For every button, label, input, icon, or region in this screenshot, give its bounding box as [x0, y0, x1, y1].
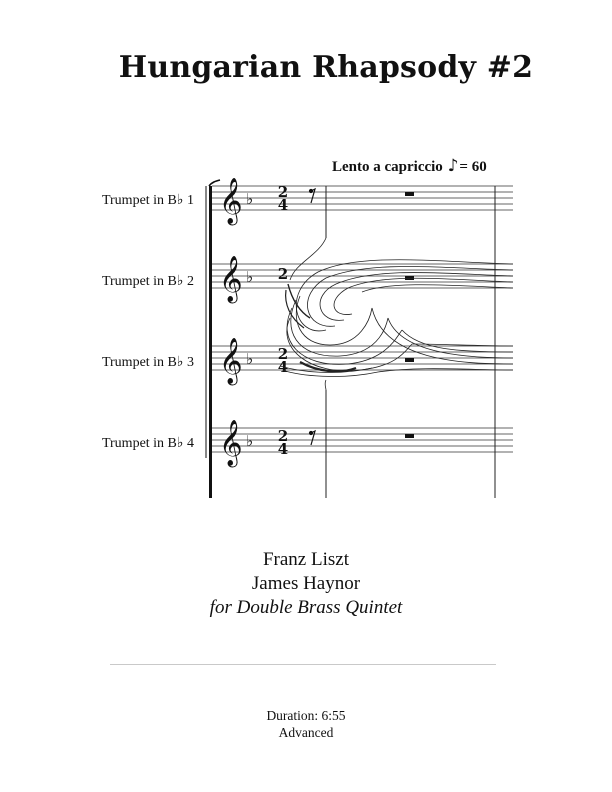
composer: Franz Liszt — [262, 549, 349, 570]
staff-2 — [212, 264, 513, 288]
eighth-rest-icon — [310, 189, 316, 445]
time-sig-numerator: 2 — [277, 265, 289, 283]
difficulty-level: Advanced — [278, 725, 334, 740]
tempo-text: Lento a capriccio — [332, 159, 443, 175]
piece-info — [0, 707, 612, 741]
treble-clef-icon: 𝄞 — [219, 338, 243, 384]
system-bracket — [206, 180, 220, 498]
treble-clef-icon: 𝄞 — [219, 256, 243, 302]
swirl-distortion — [277, 238, 513, 390]
arranger: James Haynor — [251, 573, 361, 594]
divider — [110, 664, 496, 665]
staff-4 — [212, 428, 513, 452]
tempo-value: = 60 — [459, 159, 487, 175]
staff-label-3: Trumpet in B♭ 3 — [101, 355, 194, 370]
staff-label-1: Trumpet in B♭ 1 — [101, 193, 194, 208]
duration: Duration: 6:55 — [266, 708, 346, 723]
flat-icon: ♭ — [246, 190, 254, 208]
subtitle: for Double Brass Quintet — [209, 597, 403, 618]
flat-icon: ♭ — [246, 350, 254, 368]
time-sig-denominator: 4 — [277, 440, 289, 458]
staff-3 — [212, 346, 513, 370]
eighth-note-icon: ♪ — [447, 156, 459, 176]
whole-rest-icon — [405, 192, 414, 438]
treble-clef-icon: 𝄞 — [219, 420, 243, 466]
staff-label-4: Trumpet in B♭ 4 — [101, 436, 194, 451]
page-title: Hungarian Rhapsody #2 — [118, 50, 534, 85]
time-sig-denominator: 4 — [277, 196, 289, 214]
time-sig-denominator: 4 — [277, 358, 289, 376]
treble-clef-icon: 𝄞 — [219, 178, 243, 224]
flat-icon: ♭ — [246, 432, 254, 450]
credits — [0, 548, 612, 620]
time-sig-numerator: 2 — [277, 345, 289, 363]
staff-label-2: Trumpet in B♭ 2 — [101, 274, 194, 289]
time-sig-numerator: 2 — [277, 183, 289, 201]
flat-icon: ♭ — [246, 268, 254, 286]
time-sig-numerator: 2 — [277, 427, 289, 445]
staff-1 — [212, 186, 513, 210]
